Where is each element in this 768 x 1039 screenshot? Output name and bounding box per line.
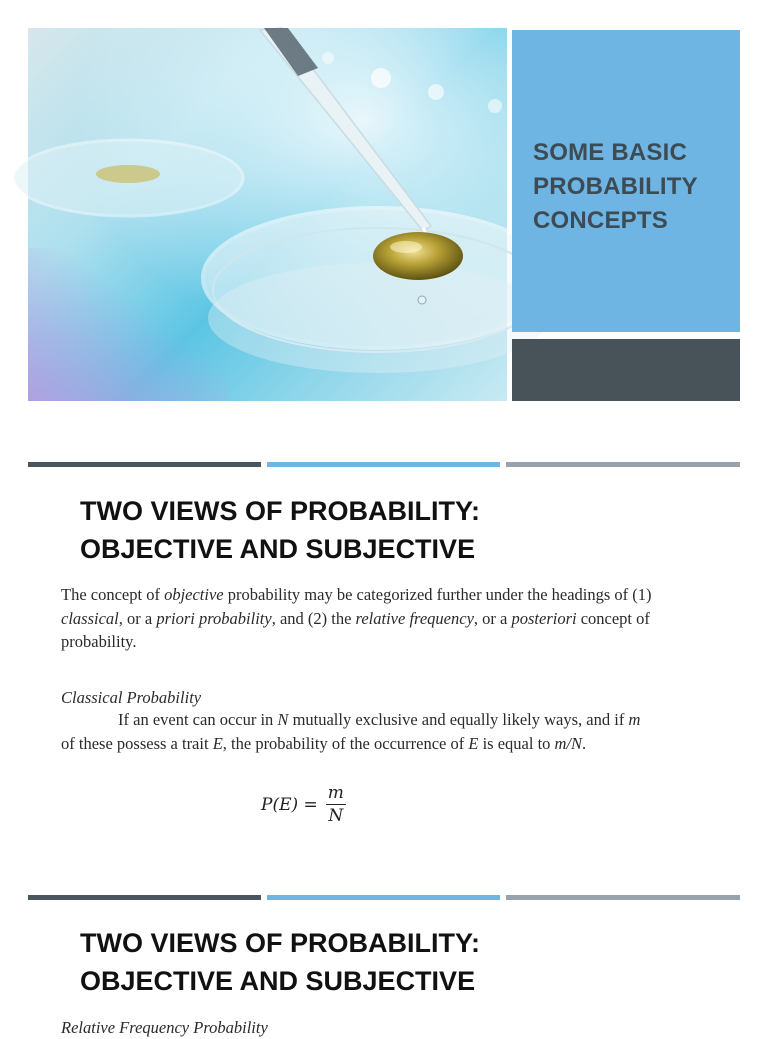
title-photo xyxy=(28,28,507,401)
ratio-m-over-N: m/N xyxy=(554,733,583,753)
divider-segment-gray xyxy=(506,895,740,900)
formula-numerator: m xyxy=(327,783,344,803)
classical-probability-definition xyxy=(61,708,641,755)
formula-fraction xyxy=(326,784,346,825)
formula-lhs: P(E) = xyxy=(261,794,318,815)
term-classical: classical xyxy=(61,608,119,628)
term-posteriori: posteriori xyxy=(511,608,577,628)
divider-segment-dark xyxy=(28,895,261,900)
term-a-priori: priori probability xyxy=(156,608,272,628)
slide3-heading xyxy=(80,924,700,1000)
definition-text: mutually exclusive and equally likely ways, and if xyxy=(288,710,629,729)
term-objective: objective xyxy=(164,585,224,604)
intro-text: The concept of xyxy=(61,585,165,604)
var-E: E xyxy=(212,733,223,753)
classical-probability-label xyxy=(61,686,701,710)
divider-segment-gray xyxy=(506,462,740,467)
slide2-heading xyxy=(80,492,700,568)
definition-text: , the probability of the occurrence of xyxy=(222,733,469,753)
classical-probability-formula xyxy=(261,784,346,825)
definition-text: . xyxy=(582,733,587,753)
slide3-divider xyxy=(28,895,740,900)
var-E: E xyxy=(468,733,479,753)
slide3-heading-line2: OBJECTIVE AND SUBJECTIVE xyxy=(80,966,476,996)
formula-denominator: N xyxy=(328,806,344,826)
var-N: N xyxy=(277,710,289,729)
title-accent-bar xyxy=(512,339,740,401)
var-m: m xyxy=(628,710,641,729)
lab-pipette-petri-dish-illustration xyxy=(28,28,507,401)
relative-frequency-label: Relative Frequency Probability xyxy=(61,1018,268,1037)
term-relative-frequency: relative frequency xyxy=(355,608,474,628)
slide3-heading-line1: TWO VIEWS OF PROBABILITY: xyxy=(80,928,480,958)
intro-text: , or a xyxy=(473,608,512,628)
intro-text: , or a xyxy=(118,608,157,628)
intro-text: , and (2) the xyxy=(271,608,356,628)
definition-text: is equal to xyxy=(478,733,555,753)
definition-text: of these possess a trait xyxy=(61,733,213,753)
definition-text: If an event can occur in xyxy=(118,710,278,729)
title-panel xyxy=(512,30,740,332)
objective-probability-intro xyxy=(61,583,701,654)
divider-segment-blue xyxy=(267,462,500,467)
slide2-heading-line1: TWO VIEWS OF PROBABILITY: xyxy=(80,496,480,526)
slide2-heading-line2: OBJECTIVE AND SUBJECTIVE xyxy=(80,534,476,564)
slide2-divider xyxy=(28,462,740,467)
divider-segment-dark xyxy=(28,462,261,467)
intro-text: probability may be categorized further under the headings of (1) xyxy=(223,585,652,604)
classical-label-text: Classical Probability xyxy=(61,688,202,707)
divider-segment-blue xyxy=(267,895,500,900)
presentation-title: SOME BASIC PROBABILITY CONCEPTS xyxy=(533,139,698,234)
intro-text: concept of probability. xyxy=(61,608,650,651)
